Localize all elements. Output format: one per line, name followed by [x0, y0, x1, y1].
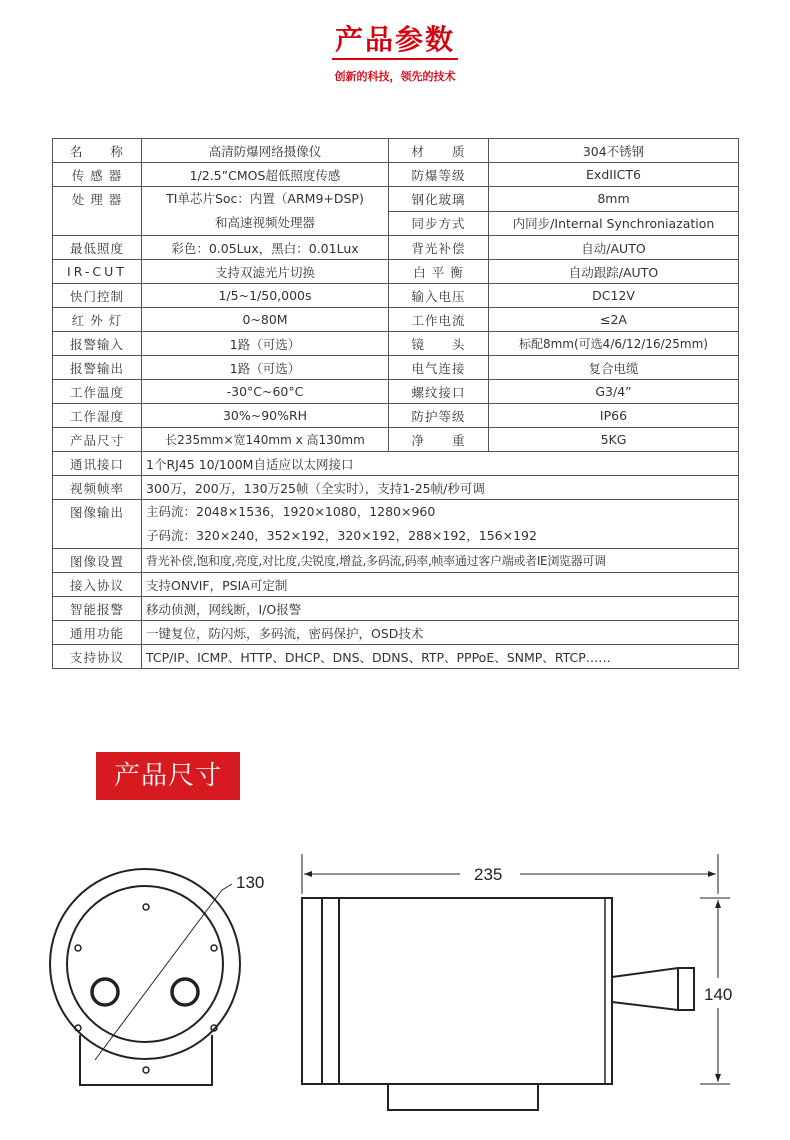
spec-table — [52, 138, 739, 669]
arrow-icon — [304, 871, 312, 877]
spec-label: 净 重 — [389, 428, 489, 452]
spec-value: -30°C~60°C — [142, 380, 389, 404]
spec-value: 1/2.5”CMOS超低照度传感 — [142, 163, 389, 187]
spec-label: 产品尺寸 — [53, 428, 142, 452]
spec-value: 标配8mm(可选4/6/12/16/25mm) — [489, 332, 739, 356]
spec-value: TCP/IP、ICMP、HTTP、DHCP、DNS、DDNS、RTP、PPPoE、SNMP、RTCP…… — [142, 645, 739, 669]
spec-label: IR-CUT — [53, 260, 142, 284]
spec-value: 30%~90%RH — [142, 404, 389, 428]
spec-value: ExdIICT6 — [489, 163, 739, 187]
spec-label: 背光补偿 — [389, 236, 489, 260]
dimension-drawing — [0, 840, 790, 1130]
spec-value: 自动/AUTO — [489, 236, 739, 260]
table-row — [53, 476, 739, 500]
spec-value: 0~80M — [142, 308, 389, 332]
arrow-icon — [715, 900, 721, 908]
table-row — [53, 573, 739, 597]
table-row — [53, 139, 739, 163]
spec-value: 一键复位，防闪烁，多码流，密码保护，OSD技术 — [142, 621, 739, 645]
spec-value: 移动侦测，网线断，I/O报警 — [142, 597, 739, 621]
spec-label: 视频帧率 — [53, 476, 142, 500]
spec-value: IP66 — [489, 404, 739, 428]
arrow-icon — [715, 1074, 721, 1082]
spec-value: 长235mm×宽140mm x 高130mm — [142, 428, 389, 452]
spec-value: 304不锈钢 — [489, 139, 739, 163]
spec-label: 工作温度 — [53, 380, 142, 404]
spec-value: 8mm — [489, 187, 739, 212]
dim-height-label: 140 — [704, 985, 733, 1004]
spec-label: 报警输入 — [53, 332, 142, 356]
page-subtitle: 创新的科技，领先的技术 — [334, 70, 456, 83]
spec-value: 支持ONVIF，PSIA可定制 — [142, 573, 739, 597]
spec-value: 1路（可选） — [142, 332, 389, 356]
spec-value: 支持双滤光片切换 — [142, 260, 389, 284]
spec-label: 材 质 — [389, 139, 489, 163]
spec-label: 报警输出 — [53, 356, 142, 380]
spec-label: 支持协议 — [53, 645, 142, 669]
dim-length-label: 235 — [474, 865, 503, 884]
table-row — [53, 308, 739, 332]
table-row — [53, 549, 739, 573]
spec-label: 钢化玻璃 — [389, 187, 489, 212]
spec-label: 输入电压 — [389, 284, 489, 308]
spec-value: 1/5~1/50,000s — [142, 284, 389, 308]
table-row — [53, 356, 739, 380]
spec-value: 高清防爆网络摄像仪 — [142, 139, 389, 163]
spec-value: 1个RJ45 10/100M自适应以太网接口 — [142, 452, 739, 476]
spec-value: DC12V — [489, 284, 739, 308]
spec-label: 红 外 灯 — [53, 308, 142, 332]
arrow-icon — [708, 871, 716, 877]
spec-label: 图像设置 — [53, 549, 142, 573]
spec-value: 复合电缆 — [489, 356, 739, 380]
spec-label: 螺纹接口 — [389, 380, 489, 404]
table-row — [53, 621, 739, 645]
table-row — [53, 380, 739, 404]
table-row — [53, 163, 739, 187]
table-row — [53, 428, 739, 452]
spec-value: 主码流：2048×1536，1920×1080，1280×960 — [146, 504, 436, 519]
spec-label: 工作电流 — [389, 308, 489, 332]
spec-value: 300万，200万，130万25帧（全实时），支持1-25帧/秒可调 — [142, 476, 739, 500]
spec-label: 智能报警 — [53, 597, 142, 621]
spec-value-line2: 和高速视频处理器 — [214, 215, 315, 230]
spec-label: 防爆等级 — [389, 163, 489, 187]
table-row — [53, 452, 739, 476]
spec-label: 接入协议 — [53, 573, 142, 597]
spec-label: 名 称 — [53, 139, 142, 163]
spec-label: 通用功能 — [53, 621, 142, 645]
table-row — [53, 404, 739, 428]
spec-value: 彩色：0.05Lux，黑白：0.01Lux — [142, 236, 389, 260]
table-row — [53, 236, 739, 260]
page-title: 产品参数 — [334, 23, 455, 56]
table-row — [53, 332, 739, 356]
front-view — [50, 869, 240, 1085]
spec-label: 处 理 器 — [53, 187, 142, 236]
table-row — [53, 645, 739, 669]
spec-value: TI单芯片Soc：内置（ARM9+DSP) — [166, 191, 364, 206]
spec-label: 同步方式 — [389, 211, 489, 236]
spec-label: 镜 头 — [389, 332, 489, 356]
spec-value: 背光补偿,饱和度,亮度,对比度,尖锐度,增益,多码流,码率,帧率通过客户端或者IE浏览器可调 — [142, 549, 739, 573]
spec-value: ≤2A — [489, 308, 739, 332]
spec-label: 快门控制 — [53, 284, 142, 308]
table-row — [53, 500, 739, 549]
spec-label: 通讯接口 — [53, 452, 142, 476]
side-view — [302, 854, 733, 1110]
spec-label: 传 感 器 — [53, 163, 142, 187]
table-row — [53, 284, 739, 308]
spec-value-line2: 子码流：320×240，352×192，320×192，288×192，156×192 — [146, 528, 537, 543]
spec-label: 白 平 衡 — [389, 260, 489, 284]
spec-label: 电气连接 — [389, 356, 489, 380]
table-row — [53, 597, 739, 621]
spec-value: 内同步/Internal Synchroniazation — [489, 211, 739, 236]
spec-label: 最低照度 — [53, 236, 142, 260]
spec-value: G3/4” — [489, 380, 739, 404]
spec-value: 5KG — [489, 428, 739, 452]
spec-value: 自动跟踪/AUTO — [489, 260, 739, 284]
table-row — [53, 260, 739, 284]
spec-label: 防护等级 — [389, 404, 489, 428]
section-title-size: 产品尺寸 — [96, 752, 240, 800]
table-row — [53, 187, 739, 212]
title-underline — [332, 58, 458, 60]
spec-label: 图像输出 — [53, 500, 142, 549]
dim-front-label: 130 — [236, 873, 265, 892]
spec-label: 工作湿度 — [53, 404, 142, 428]
spec-value: 1路（可选） — [142, 356, 389, 380]
